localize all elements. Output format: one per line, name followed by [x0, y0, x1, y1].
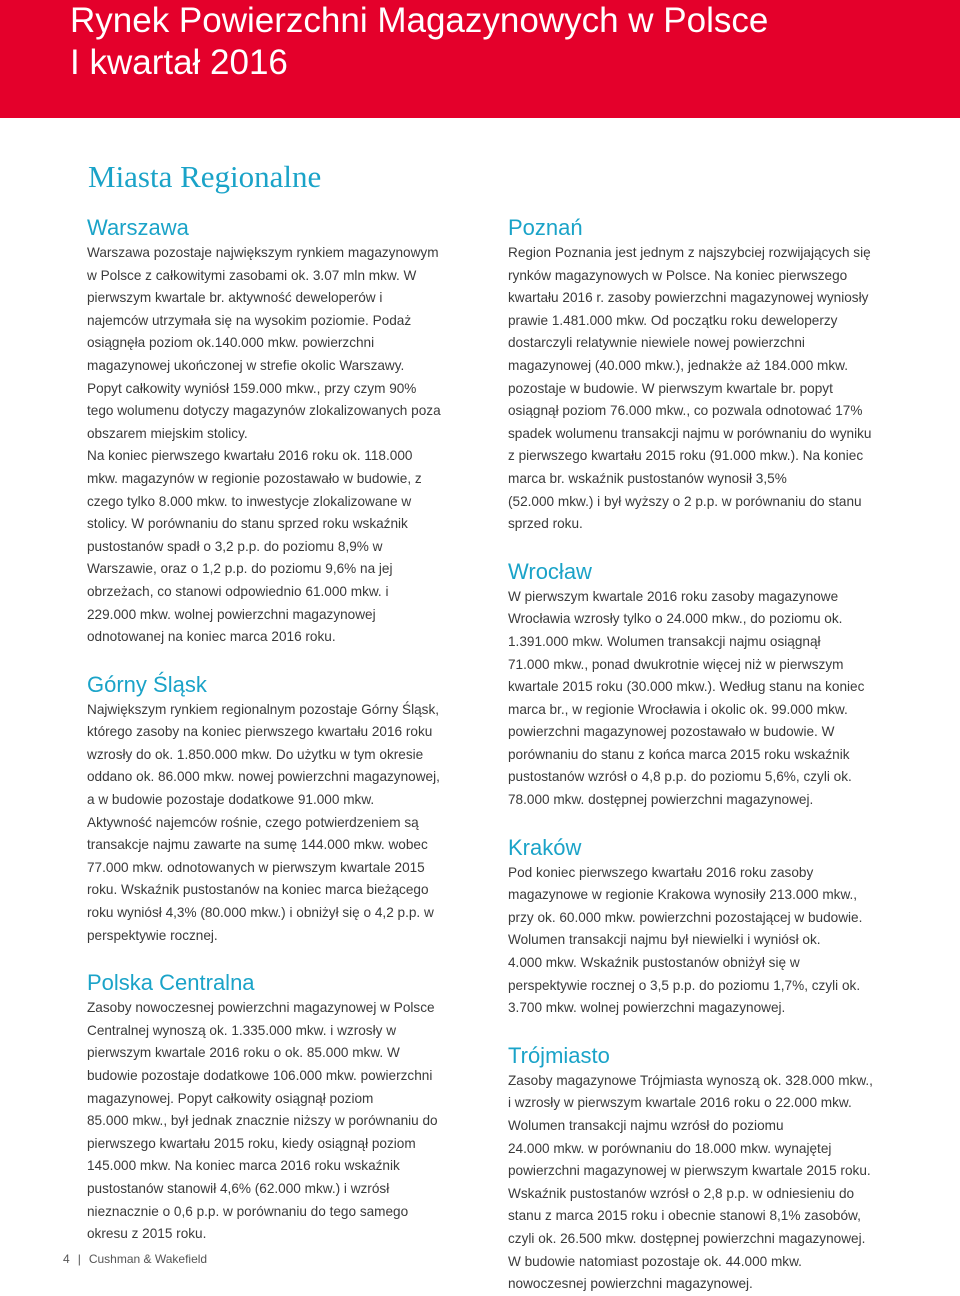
text-line: Popyt całkowity wyniósł 159.000 mkw., przy czym 90%	[87, 380, 417, 396]
text-line: Na koniec pierwszego kwartału 2016 roku ok. 118.000	[87, 448, 413, 464]
text-line: magazynowej (40.000 mkw.), jednakże aż 184.000 mkw.	[508, 357, 849, 373]
text-line: 71.000 mkw., ponad dwukrotnie więcej niż w pierwszym	[508, 656, 844, 672]
text-line: roku. Wskaźnik pustostanów na koniec marca bieżącego	[87, 882, 429, 898]
text-line: osiągnął poziom 76.000 mkw., co pozwala odnotować 17%	[508, 403, 863, 419]
text-line: 24.000 mkw. w porównaniu do 18.000 mkw. wynajętej	[508, 1140, 832, 1156]
text-line: stolicy. W porównaniu do stanu sprzed roku wskaźnik	[87, 516, 408, 532]
text-line: magazynowe w regionie Krakowa wynosiły 213.000 mkw.,	[508, 887, 858, 903]
text-line: prawie 1.481.000 mkw. Od początku roku deweloperzy	[508, 312, 838, 328]
text-line: powierzchni magazynowej pozostawało w budowie. W	[508, 724, 835, 740]
text-line: pierwszym kwartale br. aktywność deweloperów i	[87, 290, 383, 306]
text-line: pierwszego kwartału 2015 roku, kiedy osiągnął poziom	[87, 1135, 416, 1151]
section-body	[87, 997, 487, 1246]
page-section-title: Miasta Regionalne	[88, 159, 322, 194]
section-wroclaw	[508, 558, 908, 812]
section-warszawa	[87, 214, 487, 649]
text-line: Aktywność najemców rośnie, czego potwierdzeniem są	[87, 814, 419, 830]
text-line: marca br. wskaźnik pustostanów wynosił 3,5%	[508, 470, 787, 486]
text-line: odnotowanej na koniec marca 2016 roku.	[87, 629, 336, 645]
text-line: porównaniu do stanu z końca marca 2015 roku wskaźnik	[508, 746, 850, 762]
text-line: oddano ok. 86.000 mkw. nowej powierzchni magazynowej,	[87, 769, 440, 785]
page-footer	[63, 1251, 207, 1267]
text-line: 1.391.000 mkw. Wolumen transakcji najmu osiągnął	[508, 633, 821, 649]
section-heading: Trójmiasto	[508, 1042, 610, 1068]
text-line: najemców utrzymała się na wysokim poziomie. Podaż	[87, 312, 412, 328]
text-line: perspektywie rocznej o 3,5 p.p. do poziomu 1,7%, czyli ok.	[508, 977, 861, 993]
section-krakow	[508, 834, 908, 1020]
text-line: wzrosły do ok. 1.850.000 mkw. Do użytku w tym okresie	[87, 746, 424, 762]
text-line: przy ok. 60.000 mkw. powierzchni pozostającej w budowie.	[508, 909, 863, 925]
text-line: Warszawa pozostaje największym rynkiem magazynowym	[87, 245, 439, 260]
text-line: stanu z marca 2015 roku i obecnie stanowi 8,1% zasobów,	[508, 1208, 861, 1224]
document-title-line-2: I kwartał 2016	[70, 43, 288, 82]
text-line: obrzeżach, co stanowi odpowiednio 61.000 mkw. i	[87, 583, 389, 599]
text-line: Region Poznania jest jednym z najszybciej rozwijających się	[508, 245, 871, 260]
text-line: kwartale 2015 roku (30.000 mkw.). Według stanu na koniec	[508, 679, 865, 695]
text-line: tego wolumenu dotyczy magazynów zlokalizowanych poza	[87, 403, 441, 419]
section-body	[87, 699, 487, 948]
document-title	[70, 0, 768, 84]
text-line: mkw. magazynów w regionie pozostawało w budowie, z	[87, 470, 422, 486]
text-line: 78.000 mkw. dostępnej powierzchni magazynowej.	[508, 792, 814, 808]
text-line: perspektywie rocznej.	[87, 927, 218, 943]
text-line: czego tylko 8.000 mkw. to inwestycje zlokalizowane w	[87, 493, 412, 509]
text-line: czyli ok. 26.500 mkw. dostępnej powierzchni magazynowej.	[508, 1230, 866, 1246]
text-line: (52.000 mkw.) i był wyższy o 2 p.p. w porównaniu do stanu	[508, 493, 862, 509]
section-heading: Wrocław	[508, 558, 592, 584]
section-body	[508, 586, 908, 812]
section-poznan	[508, 214, 908, 536]
text-line: Zasoby magazynowe Trójmiasta wynoszą ok. 328.000 mkw.,	[508, 1072, 873, 1088]
text-line: Wolumen transakcji najmu był niewielki i wyniósł ok.	[508, 932, 821, 948]
text-line: pustostanów stanowił 4,6% (62.000 mkw.) i wzrósł	[87, 1180, 390, 1196]
text-line: 4.000 mkw. Wskaźnik pustostanów obniżył się w	[508, 955, 800, 971]
section-heading: Poznań	[508, 215, 583, 240]
section-gorny-slask	[87, 671, 487, 948]
section-heading: Warszawa	[87, 215, 189, 240]
text-line: pustostanów spadł o 3,2 p.p. do poziomu 8,9% w	[87, 538, 383, 554]
text-line: obszarem miejskim stolicy.	[87, 425, 248, 441]
text-line: pustostanów wzrósł o 4,8 p.p. do poziomu 5,6%, czyli ok.	[508, 769, 852, 785]
text-line: marca br., w regionie Wrocławia i okolic ok. 99.000 mkw.	[508, 701, 848, 717]
text-line: dostarczyli relatywnie niewiele nowej powierzchni	[508, 335, 805, 351]
left-column	[87, 214, 487, 1246]
text-line: transakcje najmu zawarte na sumę 144.000 mkw. wobec	[87, 837, 428, 853]
text-line: kwartału 2016 r. zasoby powierzchni magazynowej wyniosły	[508, 290, 869, 306]
text-line: z pierwszego kwartału 2015 roku (91.000 mkw.). Na koniec	[508, 448, 864, 464]
text-line: nowoczesnej powierzchni magazynowej.	[508, 1276, 753, 1292]
text-line: spadek wolumenu transakcji najmu w porównaniu do wyniku	[508, 425, 872, 441]
page-number: 4	[63, 1252, 70, 1266]
header-banner	[0, 0, 960, 118]
text-line: budowie pozostaje dodatkowe 106.000 mkw. powierzchni	[87, 1068, 433, 1083]
text-line: pozostaje w budowie. W pierwszym kwartale br. popyt	[508, 380, 833, 396]
text-line: Zasoby nowoczesnej powierzchni magazynowej w Polsce	[87, 1000, 435, 1016]
text-line: 3.700 mkw. wolnej powierzchni magazynowej.	[508, 1000, 786, 1016]
text-line: Centralnej wynoszą ok. 1.335.000 mkw. i wzrosły w	[87, 1022, 397, 1038]
text-line: Największym rynkiem regionalnym pozostaje Górny Śląsk,	[87, 701, 440, 717]
text-line: pierwszym kwartale 2016 roku o ok. 85.000 mkw. W	[87, 1045, 400, 1061]
section-trojmiasto	[508, 1042, 908, 1296]
text-line: Wrocławia wzrosły tylko o 24.000 mkw., do poziomu ok.	[508, 611, 843, 627]
text-line: rynków magazynowych w Polsce. Na koniec pierwszego	[508, 267, 848, 283]
text-line: a w budowie pozostaje dodatkowe 91.000 mkw.	[87, 792, 375, 808]
text-line: 145.000 mkw. Na koniec marca 2016 roku wskaźnik	[87, 1158, 400, 1174]
company-name: Cushman & Wakefield	[88, 1252, 208, 1266]
section-polska-centralna	[87, 969, 487, 1246]
text-line: Pod koniec pierwszego kwartału 2016 roku zasoby	[508, 864, 814, 880]
section-heading: Kraków	[508, 834, 582, 860]
text-line: Warszawie, oraz o 1,2 p.p. do poziomu 9,6% na jej	[87, 561, 393, 577]
text-line: magazynowej ukończonej w strefie okolic Warszawy.	[87, 357, 405, 373]
text-line: roku wyniósł 4,3% (80.000 mkw.) i obniżył się o 4,2 p.p. w	[87, 905, 434, 921]
text-line: 85.000 mkw., był jednak znacznie niższy w porównaniu do	[87, 1113, 438, 1129]
footer-separator: |	[77, 1252, 81, 1266]
section-body	[508, 242, 908, 536]
document-title-line-1: Rynek Powierzchni Magazynowych w Polsce	[70, 1, 769, 40]
section-heading: Górny Śląsk	[87, 671, 207, 697]
text-line: w Polsce z całkowitymi zasobami ok. 3.07 mln mkw. W	[87, 267, 417, 283]
text-line: okresu z 2015 roku.	[87, 1226, 207, 1242]
text-line: sprzed roku.	[508, 516, 583, 532]
section-body	[508, 862, 908, 1020]
text-line: 77.000 mkw. odnotowanych w pierwszym kwartale 2015	[87, 859, 425, 875]
text-line: nieznacznie o 0,6 p.p. w porównaniu do tego samego	[87, 1203, 409, 1219]
text-line: powierzchni magazynowej w pierwszym kwartale 2015 roku.	[508, 1163, 871, 1179]
text-line: którego zasoby na koniec pierwszego kwartału 2016 roku	[87, 724, 433, 740]
section-body	[508, 1070, 908, 1296]
section-body	[87, 242, 487, 649]
text-line: 229.000 mkw. wolnej powierzchni magazynowej	[87, 606, 376, 622]
text-line: Wskaźnik pustostanów wzrósł o 2,8 p.p. w odniesieniu do	[508, 1185, 855, 1201]
text-line: i wzrosły w pierwszym kwartale 2016 roku o 22.000 mkw.	[508, 1095, 852, 1111]
section-heading: Polska Centralna	[87, 970, 255, 996]
right-column	[508, 214, 908, 1296]
text-line: Wolumen transakcji najmu wzrósł do poziomu	[508, 1118, 784, 1133]
text-line: magazynowej. Popyt całkowity osiągnął poziom	[87, 1090, 374, 1106]
text-line: osiągnęła poziom ok.140.000 mkw. powierzchni	[87, 335, 375, 351]
text-line: W budowie natomiast pozostaje ok. 44.000 mkw.	[508, 1253, 802, 1269]
text-line: W pierwszym kwartale 2016 roku zasoby magazynowe	[508, 588, 839, 604]
